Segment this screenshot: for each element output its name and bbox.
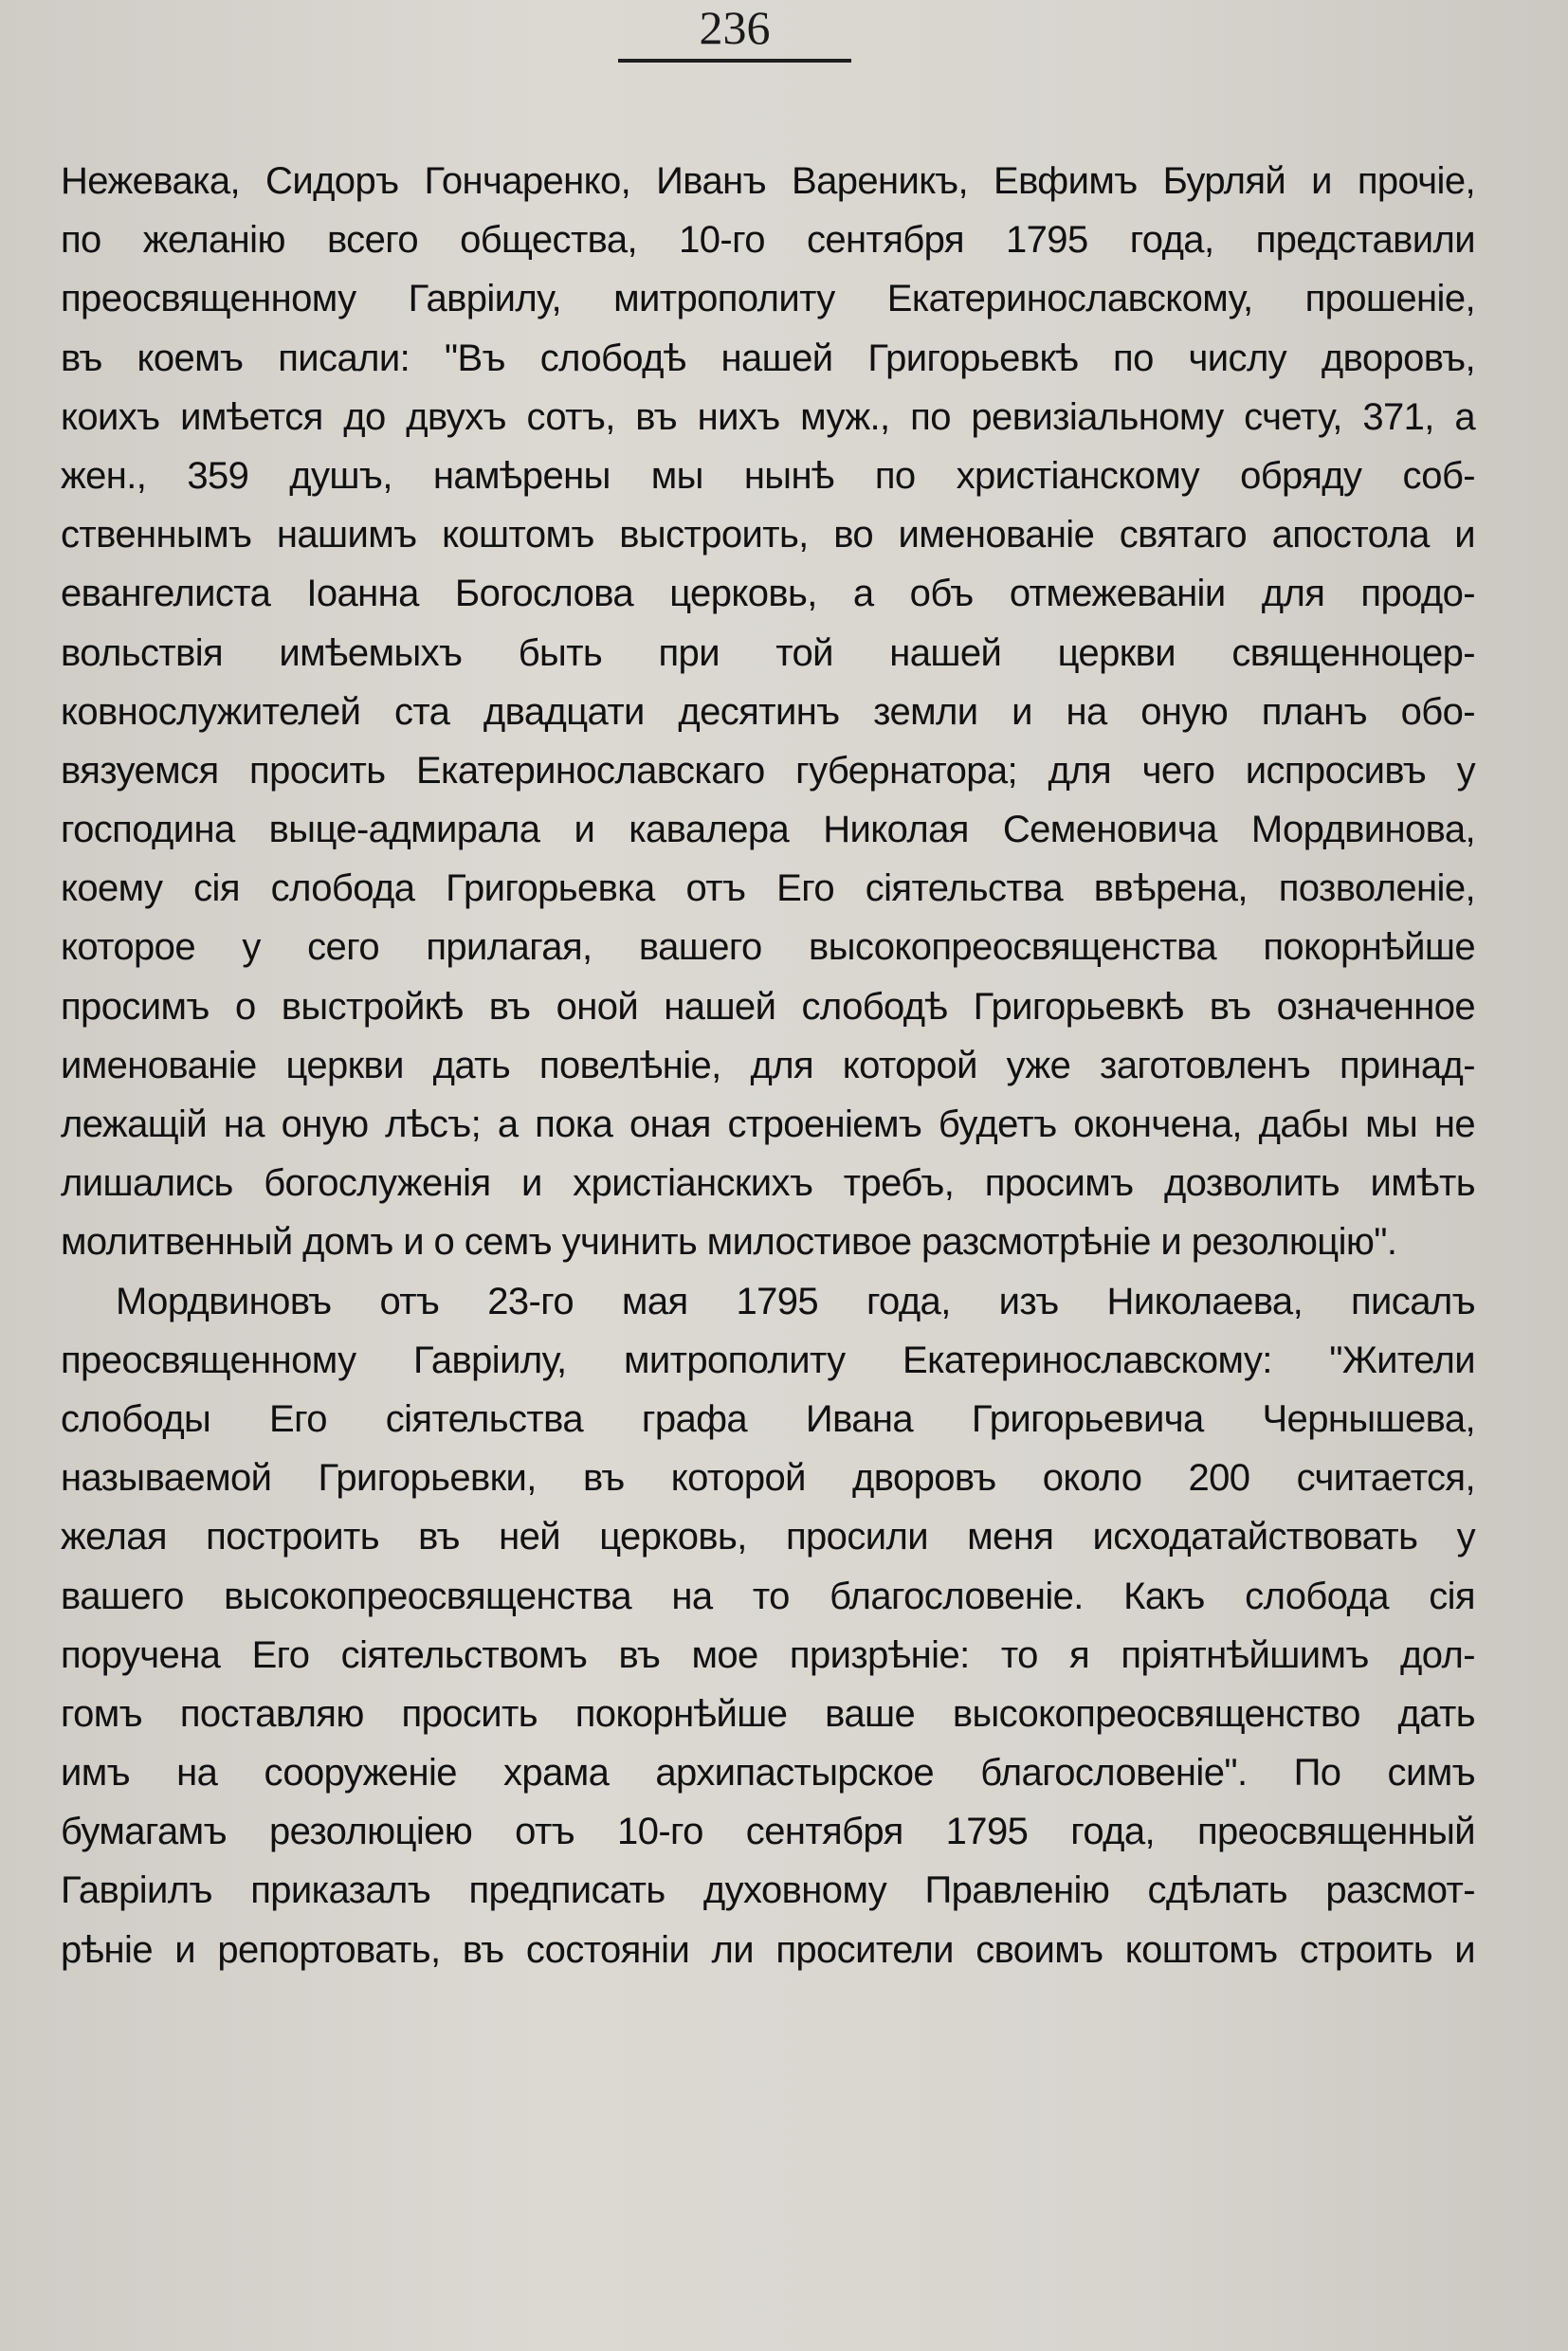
page-header (618, 0, 851, 63)
text-line: господина выце-адмирала и кавалера Николая Семеновича Мордвинова, (61, 809, 1475, 851)
text-line: именованіе церкви дать повелѣніе, для которой уже заготовленъ принад- (61, 1044, 1475, 1086)
header-rule (618, 59, 851, 63)
text-line: Гавріилъ приказалъ предписать духовному Правленію сдѣлать разсмот- (61, 1869, 1475, 1912)
text-line: по желанію всего общества, 10-го сентября 1795 года, представили (61, 219, 1475, 262)
text-line: евангелиста Іоанна Богослова церковь, а объ отмежеваніи для продо- (61, 573, 1475, 615)
text-line: лишались богослуженія и христіанскихъ требъ, просимъ дозволить имѣть (61, 1162, 1475, 1205)
text-line: поручена Его сіятельствомъ въ мое призрѣніе: то я пріятнѣйшимъ дол- (61, 1633, 1475, 1676)
text-line: въ коемъ писали: "Въ слободѣ нашей Григорьевкѣ по числу дворовъ, (61, 337, 1475, 379)
text-line: вольствія имѣемыхъ быть при той нашей церкви священноцер- (61, 631, 1475, 674)
text-line: имъ на сооруженіе храма архипастырское благословеніе". По симъ (61, 1752, 1475, 1795)
text-line: Мордвиновъ отъ 23-го мая 1795 года, изъ Николаева, писалъ (116, 1280, 1475, 1322)
text-line: бумагамъ резолюціею отъ 10-го сентября 1795 года, преосвященный (61, 1811, 1475, 1853)
text-line: коихъ имѣется до двухъ сотъ, въ нихъ муж., по ревизіальному счету, 371, а (61, 395, 1475, 438)
text-line: просимъ о выстройкѣ въ оной нашей слободѣ Григорьевкѣ въ означенное (61, 985, 1475, 1028)
text-line: преосвященному Гавріилу, митрополиту Екатеринославскому, прошеніе, (61, 278, 1475, 320)
text-line: ственнымъ нашимъ коштомъ выстроить, во именованіе святаго апостола и (61, 514, 1475, 556)
text-line: вязуемся просить Екатеринославскаго губернатора; для чего испросивъ у (61, 749, 1475, 792)
text-line: жен., 359 душъ, намѣрены мы нынѣ по христіанскому обряду соб- (61, 454, 1475, 497)
text-line: ковнослужителей ста двадцати десятинъ земли и на оную планъ обо- (61, 690, 1475, 733)
text-line: называемой Григорьевки, въ которой дворовъ около 200 считается, (61, 1457, 1475, 1500)
text-line: вашего высокопреосвященства на то благословеніе. Какъ слобода сія (61, 1575, 1475, 1617)
text-line: молитвенный домъ и о семъ учинить милостивое разсмотрѣніе и резолюцію". (61, 1221, 1397, 1264)
text-line: гомъ поставляю просить покорнѣйше ваше высокопреосвященство дать (61, 1692, 1475, 1735)
body-text (61, 152, 1475, 1979)
text-line: коему сія слобода Григорьевка отъ Его сіятельства ввѣрена, позволеніе, (61, 867, 1475, 910)
text-line: которое у сего прилагая, вашего высокопреосвященства покорнѣйше (61, 926, 1475, 969)
text-line: лежащій на оную лѣсъ; а пока оная строеніемъ будетъ окончена, дабы мы не (61, 1103, 1475, 1145)
page-number: 236 (699, 1, 771, 54)
text-line: слободы Его сіятельства графа Ивана Григорьевича Чернышева, (61, 1397, 1475, 1440)
text-line: преосвященному Гавріилу, митрополиту Екатеринославскому: "Жители (61, 1339, 1475, 1381)
text-line: Нежевака, Сидоръ Гончаренко, Иванъ Вареникъ, Евфимъ Бурляй и прочіе, (61, 160, 1475, 202)
text-line: желая построить въ ней церковь, просили меня исходатайствовать у (61, 1516, 1475, 1558)
text-line: рѣніе и репортовать, въ состояніи ли просители своимъ коштомъ строить и (61, 1928, 1475, 1971)
